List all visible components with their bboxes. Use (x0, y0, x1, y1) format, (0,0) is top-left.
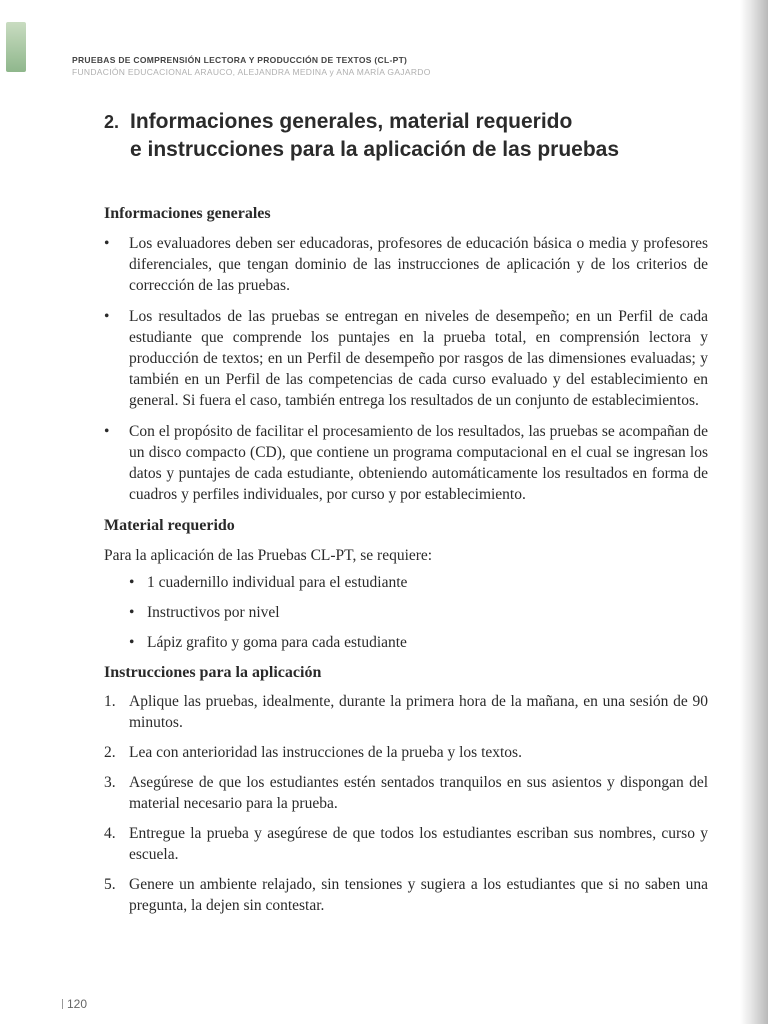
instructions-heading: Instrucciones para la aplicación (104, 664, 322, 681)
page-edge-shadow (740, 0, 768, 1024)
list-item (104, 742, 708, 763)
instruction-text: Aplique las pruebas, idealmente, durante la primera hora de la mañana, en una sesión de 90 minutos. (129, 693, 708, 731)
bullet-text: Con el propósito de facilitar el procesamiento de los resultados, las pruebas se acompañan de un disco compacto (CD), que contiene un programa computacional en el cual se ingresan los datos y puntajes de cada estudiante, obteniendo automáticamente los resultados en forma de cuadros y perfiles individuales, por curso y por establecimiento. (129, 423, 708, 503)
list-item (129, 602, 708, 623)
instruction-text: Genere un ambiente relajado, sin tensiones y sugiera a los estudiantes que si no saben una pregunta, la dejen sin contestar. (129, 876, 708, 914)
item-number: 5. (104, 876, 116, 893)
item-number: 2. (104, 744, 116, 761)
list-item (104, 306, 708, 411)
materials-list (104, 572, 708, 653)
list-item (129, 572, 708, 593)
list-item (129, 632, 708, 653)
bullet-icon: • (129, 604, 135, 621)
page-content (104, 203, 708, 925)
list-item (104, 233, 708, 296)
bullet-icon: • (104, 235, 110, 252)
instructions-list (104, 691, 708, 916)
section-title-line1: Informaciones generales, material requerido (130, 110, 573, 133)
general-info-heading: Informaciones generales (104, 205, 271, 222)
page-number-rule (62, 999, 63, 1009)
list-item (104, 823, 708, 865)
instruction-text: Asegúrese de que los estudiantes estén sentados tranquilos en sus asientos y dispongan del material necesario para la prueba. (129, 774, 708, 812)
page-number (62, 997, 87, 1011)
section-title-line2: e instrucciones para la aplicación de las pruebas (130, 138, 620, 161)
general-info-list (104, 233, 708, 505)
list-item (104, 691, 708, 733)
list-item (104, 874, 708, 916)
bullet-icon: • (129, 634, 135, 651)
item-number: 4. (104, 825, 116, 842)
bullet-text: Los evaluadores deben ser educadoras, profesores de educación básica o media y profesores diferenciales, que tengan dominio de las instrucciones de aplicación y de los criterios de corrección de las pruebas. (129, 235, 708, 294)
page-number-text: 120 (67, 997, 88, 1011)
bullet-icon: • (129, 574, 135, 591)
material-text: Instructivos por nivel (147, 604, 280, 621)
item-number: 3. (104, 774, 116, 791)
bullet-icon: • (104, 308, 110, 325)
material-text: Lápiz grafito y goma para cada estudiante (147, 634, 407, 651)
bullet-text: Los resultados de las pruebas se entregan en niveles de desempeño; en un Perfil de cada estudiante que comprende los puntajes en la prueba total, en comprensión lectora y producción de textos; en un Perfil de desempeño por rasgos de las dimensiones evaluadas; y también en un Perfil de las competencias de cada curso evaluado y del establecimiento en general. Si fuera el caso, también entrega los resultados de un conjunto de establecimientos. (129, 308, 708, 409)
instruction-text: Lea con anterioridad las instrucciones de la prueba y los textos. (129, 744, 522, 761)
list-item (104, 421, 708, 505)
materials-heading: Material requerido (104, 517, 235, 534)
material-text: 1 cuadernillo individual para el estudiante (147, 574, 408, 591)
section-title (104, 108, 704, 164)
item-number: 1. (104, 693, 116, 710)
corner-color-tab (6, 22, 26, 72)
materials-intro: Para la aplicación de las Pruebas CL-PT, se requiere: (104, 547, 433, 564)
running-header (72, 55, 632, 77)
header-authors: FUNDACIÓN EDUCACIONAL ARAUCO, ALEJANDRA MEDINA y ANA MARÍA GAJARDO (72, 67, 431, 77)
section-number: 2. (104, 112, 120, 132)
bullet-icon: • (104, 423, 110, 440)
header-title: PRUEBAS DE COMPRENSIÓN LECTORA Y PRODUCCIÓN DE TEXTOS (CL-PT) (72, 55, 408, 65)
list-item (104, 772, 708, 814)
instruction-text: Entregue la prueba y asegúrese de que todos los estudiantes escriban sus nombres, curso y escuela. (129, 825, 708, 863)
